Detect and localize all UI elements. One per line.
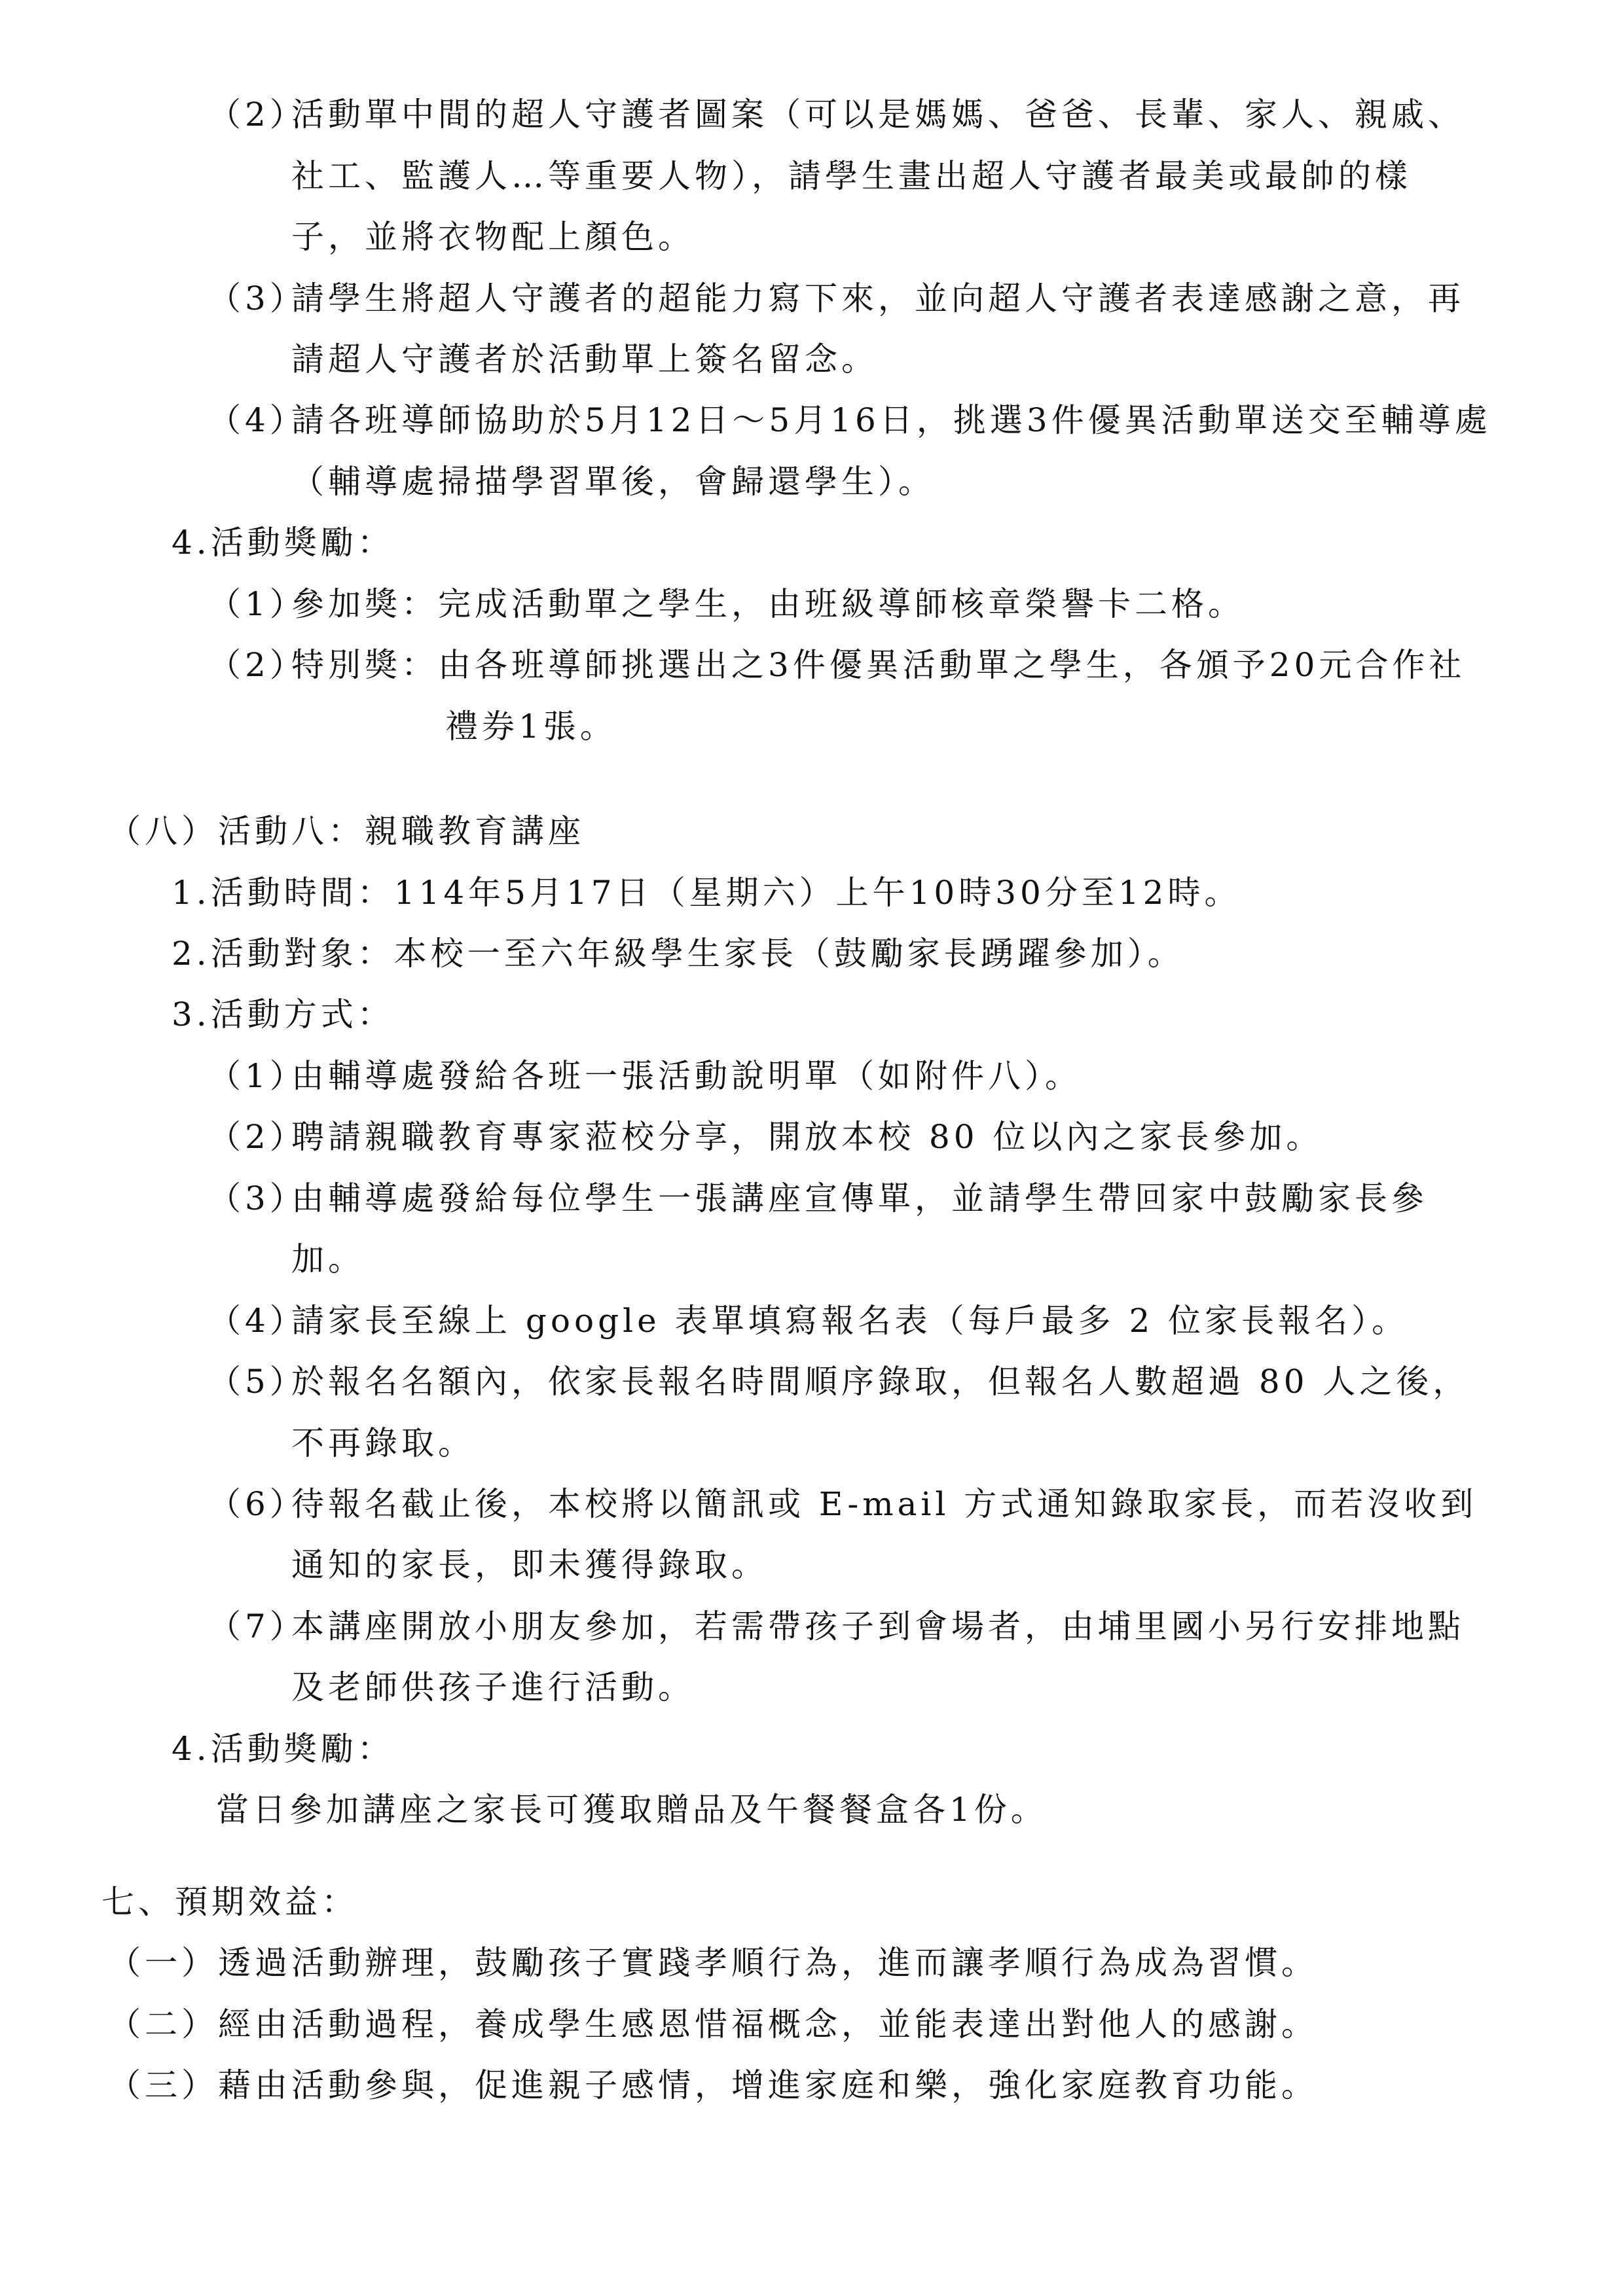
list-item-text: 於報名名額內，依家長報名時間順序錄取，但報名人數超過 80 人之後，: [291, 1363, 1470, 1401]
list-item-number: （2）: [208, 646, 306, 684]
list-item-text: 請家長至線上 google 表單填寫報名表（每戶最多 2 位家長報名）。: [291, 1302, 1409, 1340]
list-item-text: 參加獎：完成活動單之學生，由班級導師核章榮譽卡二格。: [291, 585, 1245, 623]
list-item-text: 請超人守護者於活動單上簽名留念。: [291, 340, 878, 378]
list-item-number: （3）: [208, 1179, 306, 1217]
list-item-number: （1）: [208, 585, 306, 623]
list-item-text: 待報名截止後，本校將以簡訊或 E-mail 方式通知錄取家長，而若沒收到: [291, 1485, 1478, 1523]
benefit-item: （二）經由活動過程，養成學生感恩惜福概念，並能表達出對他人的感謝。: [108, 2005, 1318, 2043]
list-item-text: 通知的家長，即未獲得錄取。: [291, 1546, 768, 1584]
list-item-text: 不再錄取。: [291, 1424, 475, 1462]
list-item-text: 特別獎：由各班導師挑選出之3件優異活動單之學生，各頒予20元合作社: [291, 646, 1466, 684]
section-subheading: 3.活動方式：: [172, 996, 394, 1033]
section-subheading: 4.活動獎勵：: [172, 1730, 394, 1768]
activity-time: 1.活動時間：114年5月17日（星期六）上午10時30分至12時。: [172, 874, 1241, 912]
section-subheading: 4.活動獎勵：: [172, 524, 394, 562]
reward-text: 當日參加講座之家長可獲取贈品及午餐餐盒各1份。: [216, 1791, 1048, 1829]
list-item-number: （4）: [208, 401, 306, 439]
list-item-number: （2）: [208, 1118, 306, 1156]
list-item-number: （1）: [208, 1057, 306, 1095]
list-item-number: （4）: [208, 1302, 306, 1340]
list-item-text: 由輔導處發給每位學生一張講座宣傳單，並請學生帶回家中鼓勵家長參: [291, 1179, 1428, 1217]
list-item-text: 禮券1張。: [445, 708, 617, 745]
list-item-text: 及老師供孩子進行活動。: [291, 1668, 695, 1706]
list-item-number: （5）: [208, 1363, 306, 1401]
list-item-text: 本講座開放小朋友參加，若需帶孩子到會場者，由埔里國小另行安排地點: [291, 1607, 1465, 1645]
list-item-text: 活動單中間的超人守護者圖案（可以是媽媽、爸爸、長輩、家人、親戚、: [291, 96, 1465, 134]
list-item-number: （2）: [208, 96, 306, 134]
list-item-text: 聘請親職教育專家蒞校分享，開放本校 80 位以內之家長參加。: [291, 1118, 1323, 1156]
list-item-text: （輔導處掃描學習單後，會歸還學生）。: [291, 463, 935, 501]
section-heading: （八）活動八：親職教育講座: [108, 812, 585, 850]
benefit-item: （一）透過活動辦理，鼓勵孩子實踐孝順行為，進而讓孝順行為成為習慣。: [108, 1944, 1318, 1982]
list-item-text: 加。: [291, 1240, 365, 1278]
list-item-number: （3）: [208, 279, 306, 317]
activity-target: 2.活動對象：本校一至六年級學生家長（鼓勵家長踴躍參加）。: [172, 935, 1184, 973]
benefit-item: （三）藉由活動參與，促進親子感情，增進家庭和樂，強化家庭教育功能。: [108, 2066, 1318, 2104]
section-heading: 七、預期效益：: [101, 1883, 358, 1921]
list-item-text: 請各班導師協助於5月12日～5月16日，挑選3件優異活動單送交至輔導處: [291, 401, 1491, 439]
list-item-text: 請學生將超人守護者的超能力寫下來，並向超人守護者表達感謝之意，再: [291, 279, 1465, 317]
list-item-number: （7）: [208, 1607, 306, 1645]
list-item-text: 社工、監護人…等重要人物），請學生畫出超人守護者最美或最帥的樣: [291, 157, 1412, 195]
list-item-number: （6）: [208, 1485, 306, 1523]
list-item-text: 由輔導處發給各班一張活動說明單（如附件八）。: [291, 1057, 1082, 1095]
list-item-text: 子，並將衣物配上顏色。: [291, 218, 695, 256]
